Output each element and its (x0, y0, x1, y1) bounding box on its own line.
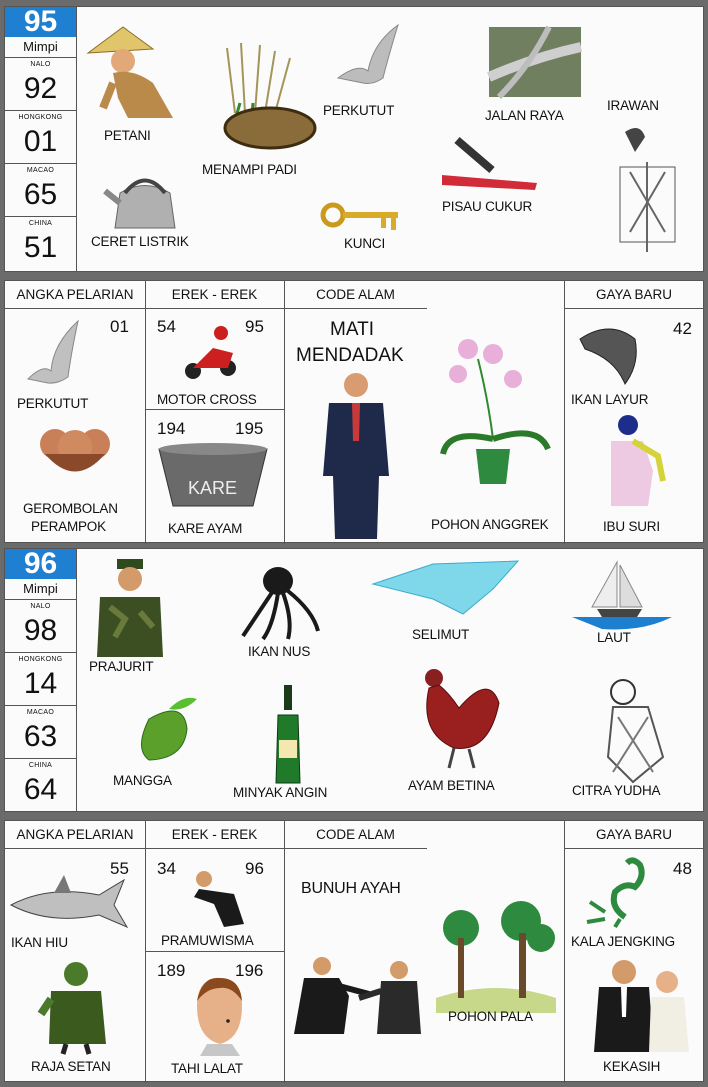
divider (145, 951, 284, 952)
mimpi-label: Mimpi (5, 579, 76, 600)
caption-kunci: KUNCI (344, 236, 386, 251)
number-column (5, 7, 77, 271)
kettle-icon (105, 163, 185, 233)
pelarian-number: 01 (110, 317, 129, 336)
motorcycle-icon (183, 323, 243, 383)
number-column (5, 549, 77, 811)
caption-jalan-raya: JALAN RAYA (485, 108, 564, 123)
dream-number: 95 (5, 7, 76, 37)
header-blank (427, 821, 564, 849)
caption-ayam-betina: AYAM BETINA (408, 778, 495, 793)
bowl-icon (157, 441, 269, 511)
caption-raja-setan: RAJA SETAN (31, 1059, 111, 1074)
caption-pohon-anggrek: POHON ANGGREK (431, 517, 549, 532)
header-code-alam: CODE ALAM (284, 281, 427, 309)
caption-ceret-listrik: CERET LISTRIK (91, 234, 189, 249)
razor-icon (437, 135, 547, 195)
macao-value: 63 (23, 720, 58, 753)
hen-icon (419, 663, 504, 773)
divider (145, 281, 146, 544)
caption-prajurit: PRAJURIT (89, 659, 154, 674)
nutmeg-tree-icon (431, 903, 561, 1013)
macao-cell (5, 706, 76, 759)
header-angka-pelarian: ANGKA PELARIAN (5, 821, 145, 849)
divider (564, 281, 565, 544)
blanket-icon (373, 559, 523, 619)
china-label: CHINA (28, 220, 53, 227)
caption-menampi-padi: MENAMPI PADI (202, 162, 297, 177)
macao-label: MACAO (26, 167, 55, 174)
rice-winnow-icon (215, 43, 315, 153)
caption-motor-cross: MOTOR CROSS (157, 392, 257, 407)
kare-label: KARE (188, 478, 238, 498)
macao-cell (5, 164, 76, 217)
china-cell (5, 759, 76, 812)
section-95 (4, 6, 704, 272)
hongkong-label: HONGKONG (18, 656, 63, 663)
china-cell (5, 217, 76, 270)
caption-ikan-nus: IKAN NUS (248, 644, 311, 659)
caption-kala-jengking: KALA JENGKING (571, 934, 675, 949)
mango-icon (129, 694, 199, 764)
dove-icon (333, 23, 403, 93)
erek-number-a: 54 (157, 317, 176, 336)
face-mole-icon (192, 976, 247, 1056)
caption-laut: LAUT (597, 630, 631, 645)
macao-value: 65 (23, 178, 58, 211)
caption-kare-ayam: KARE AYAM (168, 521, 243, 536)
dove-icon (23, 319, 83, 389)
caption-ikan-layur: IKAN LAYUR (571, 392, 649, 407)
caption-mangga: MANGGA (113, 773, 172, 788)
gaya-number: 48 (673, 859, 692, 878)
code-title: BUNUH AYAH (301, 880, 401, 897)
queen-icon (603, 411, 668, 511)
header-blank (427, 281, 564, 309)
erek-number-a: 34 (157, 859, 176, 878)
china-value: 64 (23, 773, 58, 806)
nalo-label: NALO (30, 603, 51, 610)
wayang-irawan-icon (605, 122, 685, 262)
hongkong-cell (5, 111, 76, 164)
divider (284, 821, 285, 1083)
scorpion-icon (585, 857, 655, 927)
devil-king-icon (41, 959, 111, 1054)
attributes-96 (4, 820, 704, 1082)
caption-petani: PETANI (104, 128, 151, 143)
header-erek-erek: EREK - EREK (145, 821, 284, 849)
caption-pohon-pala: POHON PALA (448, 1009, 533, 1024)
gaya-number: 42 (673, 319, 692, 338)
china-value: 51 (23, 231, 58, 264)
erek-number-c: 189 (157, 961, 186, 980)
pelarian-number: 55 (110, 859, 129, 878)
caption-selimut: SELIMUT (412, 627, 470, 642)
hongkong-value: 14 (23, 667, 58, 700)
caption-perkutut: PERKUTUT (17, 396, 89, 411)
fish-icon (575, 319, 645, 389)
caption-irawan: IRAWAN (607, 98, 659, 113)
attributes-95 (4, 280, 704, 543)
bandits-icon (35, 419, 115, 489)
header-erek-erek: EREK - EREK (145, 281, 284, 309)
caption-gerombolan: GEROMBOLAN (23, 501, 118, 516)
header-code-alam: CODE ALAM (284, 821, 427, 849)
divider (284, 281, 285, 544)
caption-perampok: PERAMPOK (31, 519, 106, 534)
mimpi-label: Mimpi (5, 37, 76, 58)
wayang-citra-yudha-icon (593, 677, 683, 787)
hongkong-value: 01 (23, 125, 58, 158)
key-icon (321, 197, 401, 237)
divider (145, 409, 284, 410)
nalo-cell (5, 600, 76, 653)
shark-icon (9, 875, 129, 935)
caption-kekasih: KEKASIH (603, 1059, 661, 1074)
china-label: CHINA (28, 762, 53, 769)
sailboat-icon (572, 557, 672, 627)
nalo-label: NALO (30, 61, 51, 68)
divider (145, 821, 146, 1083)
hongkong-label: HONGKONG (18, 114, 63, 121)
killing-father-icon (289, 956, 424, 1036)
erek-number-d: 195 (235, 419, 264, 438)
caption-perkutut: PERKUTUT (323, 103, 395, 118)
dream-number: 96 (5, 549, 76, 579)
caption-minyak-angin: MINYAK ANGIN (233, 785, 328, 800)
erek-number-b: 96 (245, 859, 264, 878)
caption-citra-yudha: CITRA YUDHA (572, 783, 661, 798)
erek-number-b: 95 (245, 317, 264, 336)
nalo-value: 92 (23, 72, 58, 105)
code-title-line1: MATI (330, 319, 374, 340)
section-96 (4, 548, 704, 812)
farmer-icon (83, 23, 183, 123)
header-angka-pelarian: ANGKA PELARIAN (5, 281, 145, 309)
nalo-cell (5, 58, 76, 111)
caption-tahi-lalat: TAHI LALAT (171, 1061, 243, 1076)
lovers-icon (579, 957, 689, 1052)
orchid-icon (438, 339, 553, 489)
erek-number-c: 194 (157, 419, 186, 438)
road-icon (489, 27, 581, 97)
nalo-value: 98 (23, 614, 58, 647)
man-in-suit-icon (319, 371, 394, 541)
caption-ibu-suri: IBU SURI (603, 519, 660, 534)
butler-icon (189, 869, 249, 929)
header-gaya-baru: GAYA BARU (564, 281, 704, 309)
code-title-line2: MENDADAK (296, 345, 404, 366)
soldier-icon (95, 557, 165, 662)
caption-pisau-cukur: PISAU CUKUR (442, 199, 533, 214)
caption-pramuwisma: PRAMUWISMA (161, 933, 254, 948)
macao-label: MACAO (26, 709, 55, 716)
bottle-icon (273, 685, 303, 785)
erek-number-d: 196 (235, 961, 264, 980)
octopus-icon (243, 561, 323, 641)
hongkong-cell (5, 653, 76, 706)
caption-ikan-hiu: IKAN HIU (11, 935, 68, 950)
divider (564, 821, 565, 1083)
header-gaya-baru: GAYA BARU (564, 821, 704, 849)
